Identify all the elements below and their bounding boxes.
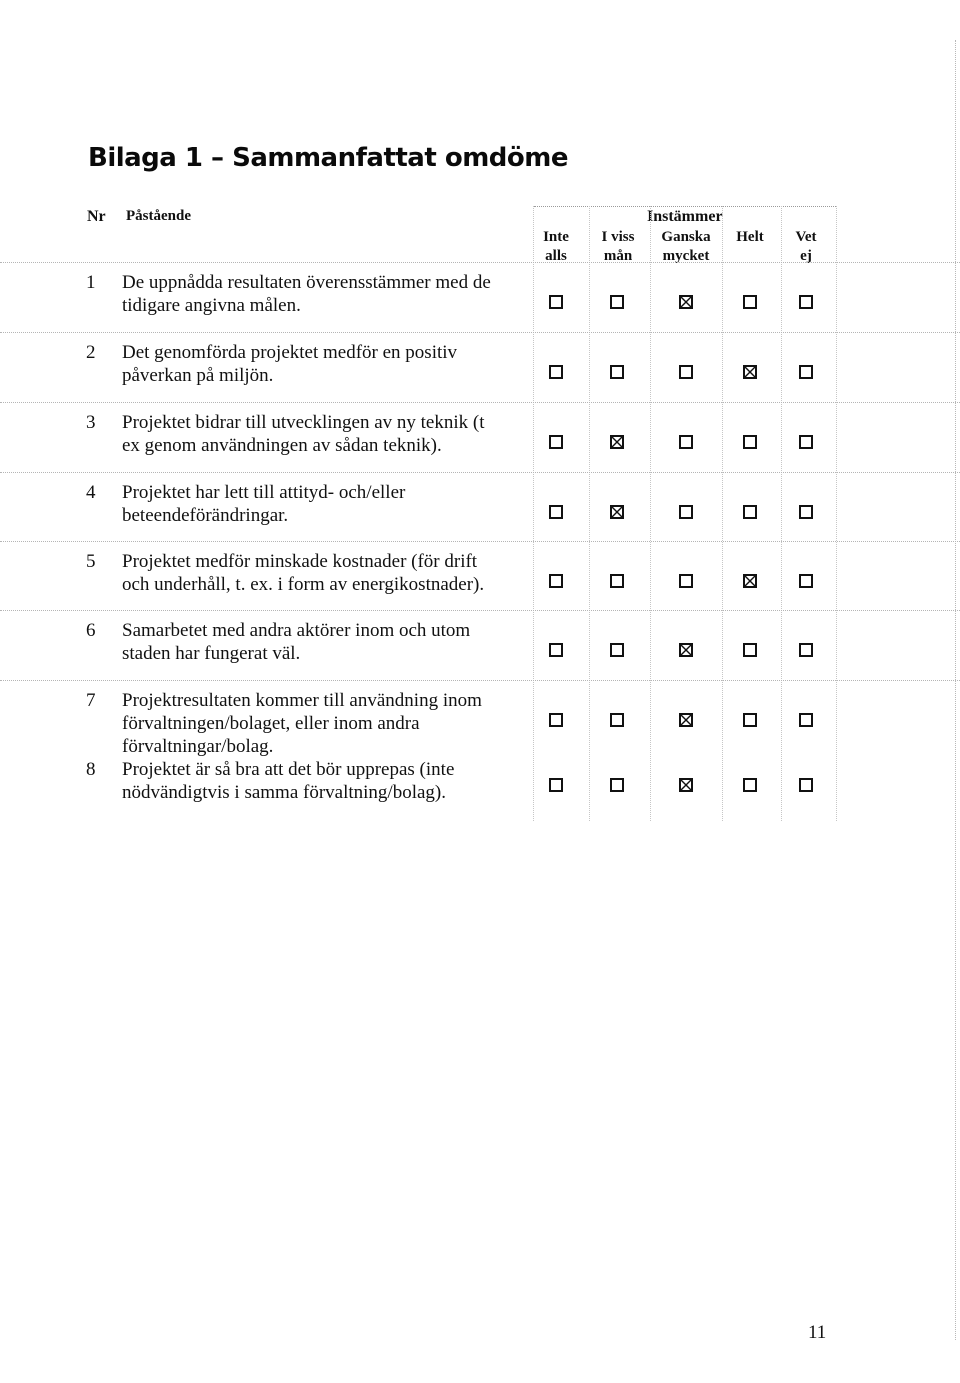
statement-text: Projektet medför minskade kostnader (för drift och underhåll, t. ex. i form av energikostnader). [122,551,485,595]
cross-icon [612,507,622,517]
checkbox-i-viss-man[interactable] [610,365,624,379]
checkbox-i-viss-man[interactable] [610,713,624,727]
table-row [0,750,960,820]
checkbox-vet-ej[interactable] [799,505,813,519]
statement-text: Projektet har lett till attityd- och/eller beteendeförändringar. [122,482,406,526]
page-title: Bilaga 1 – Sammanfattat omdöme [88,143,568,173]
statement-text: Projektet är så bra att det bör upprepas (inte nödvändigtvis i samma förvaltning/bolag). [122,759,455,803]
header-col-vet-ej: Vet ej [795,229,817,264]
checkbox-vet-ej[interactable] [799,295,813,309]
checkbox-inte-alls[interactable] [549,643,563,657]
row-number: 8 [86,759,96,780]
cross-icon [745,367,755,377]
table-row [0,610,960,681]
header-col-ganska-mycket: Ganska mycket [661,229,711,264]
header-col-i-viss-man: I viss mån [601,229,635,264]
checkbox-inte-alls[interactable] [549,295,563,309]
checkbox-helt[interactable] [743,643,757,657]
checkbox-i-viss-man[interactable] [610,778,624,792]
checkbox-helt[interactable] [743,778,757,792]
row-number: 6 [86,620,96,641]
header-group-rule [534,206,836,207]
cross-icon [681,780,691,790]
statement-text: Projektet bidrar till utvecklingen av ny teknik (t ex genom användningen av sådan teknik). [122,412,485,456]
checkbox-vet-ej[interactable] [799,778,813,792]
checkbox-i-viss-man[interactable] [610,295,624,309]
row-number: 2 [86,342,96,363]
checkbox-vet-ej[interactable] [799,643,813,657]
checkbox-inte-alls[interactable] [549,505,563,519]
statement-text: Projektresultaten kommer till användning inom förvaltningen/bolaget, eller inom andra förvaltningar/bolag. [122,690,482,757]
statement-text: Samarbetet med andra aktörer inom och utom staden har fungerat väl. [122,620,471,664]
row-number: 5 [86,551,96,572]
checkbox-vet-ej[interactable] [799,365,813,379]
cross-icon [612,437,622,447]
table-row [0,332,960,403]
checkbox-vet-ej[interactable] [799,574,813,588]
checkbox-helt[interactable] [743,365,757,379]
checkbox-ganska-mycket[interactable] [679,643,693,657]
checkbox-helt[interactable] [743,713,757,727]
checkbox-helt[interactable] [743,505,757,519]
checkbox-i-viss-man[interactable] [610,574,624,588]
page-number: 11 [808,1322,827,1343]
checkbox-i-viss-man[interactable] [610,505,624,519]
table-row [0,402,960,473]
checkbox-helt[interactable] [743,574,757,588]
row-number: 7 [86,690,96,711]
checkbox-ganska-mycket[interactable] [679,365,693,379]
checkbox-inte-alls[interactable] [549,778,563,792]
cross-icon [681,715,691,725]
cross-icon [681,645,691,655]
header-col-inte-alls: Inte alls [543,229,569,264]
checkbox-vet-ej[interactable] [799,713,813,727]
checkbox-helt[interactable] [743,435,757,449]
checkbox-ganska-mycket[interactable] [679,295,693,309]
checkbox-inte-alls[interactable] [549,435,563,449]
checkbox-i-viss-man[interactable] [610,643,624,657]
header-agreement-group: Instämmer [647,208,723,225]
checkbox-helt[interactable] [743,295,757,309]
statement-text: Det genomförda projektet medför en positiv påverkan på miljön. [122,342,458,386]
checkbox-ganska-mycket[interactable] [679,435,693,449]
table-row [0,472,960,543]
checkbox-ganska-mycket[interactable] [679,778,693,792]
row-number: 4 [86,482,96,503]
checkbox-ganska-mycket[interactable] [679,505,693,519]
header-col-helt: Helt [736,229,764,245]
table-header [0,206,960,266]
checkbox-ganska-mycket[interactable] [679,713,693,727]
checkbox-inte-alls[interactable] [549,574,563,588]
checkbox-ganska-mycket[interactable] [679,574,693,588]
table-row [0,680,960,757]
statement-text: De uppnådda resultaten överensstämmer med de tidigare angivna målen. [122,272,491,316]
checkbox-inte-alls[interactable] [549,713,563,727]
table-row [0,541,960,612]
cross-icon [745,576,755,586]
header-statement: Påstående [126,208,191,224]
row-number: 1 [86,272,96,293]
header-nr: Nr [87,208,106,225]
checkbox-i-viss-man[interactable] [610,435,624,449]
row-number: 3 [86,412,96,433]
cross-icon [681,297,691,307]
checkbox-inte-alls[interactable] [549,365,563,379]
checkbox-vet-ej[interactable] [799,435,813,449]
table-row [0,262,960,333]
